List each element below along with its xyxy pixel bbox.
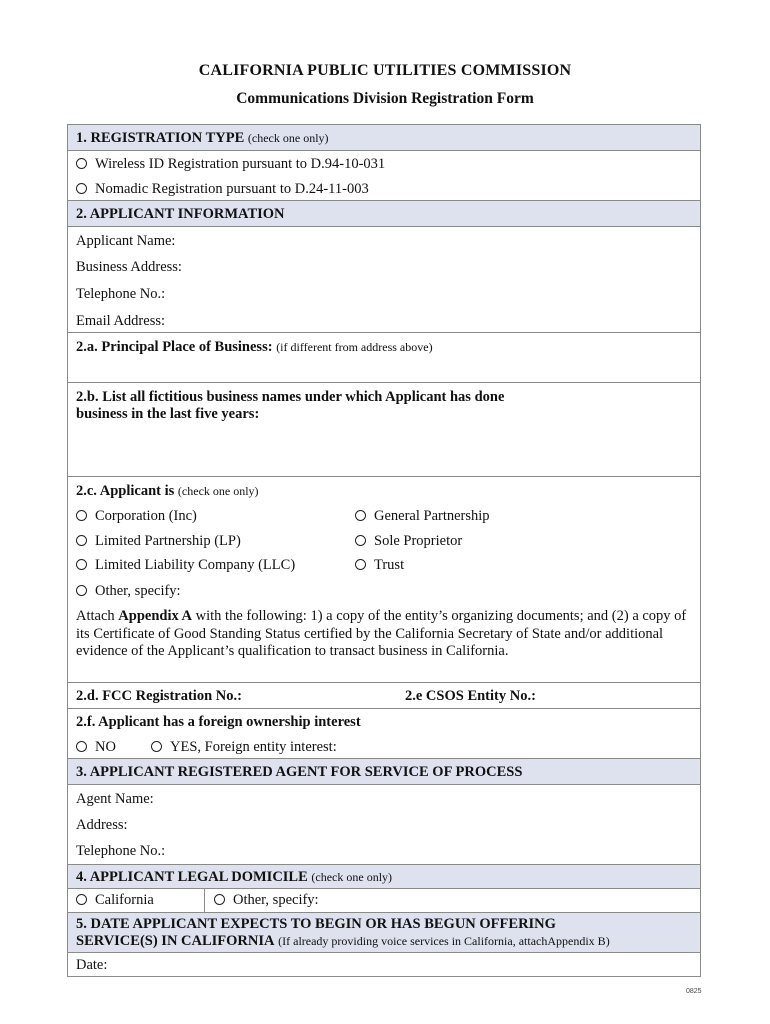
radio-icon[interactable] bbox=[355, 559, 366, 570]
fcc-registration-field[interactable]: 2.d. FCC Registration No.: bbox=[76, 688, 242, 704]
section-1-title: 1. REGISTRATION TYPE bbox=[76, 130, 245, 146]
appendix-b-label: Appendix B bbox=[547, 934, 606, 948]
fictitious-names-row[interactable] bbox=[68, 383, 700, 477]
agent-name-field[interactable]: Agent Name: bbox=[76, 791, 154, 807]
section-3-title: 3. APPLICANT REGISTERED AGENT FOR SERVICE OF PROCESS bbox=[76, 764, 523, 780]
start-date-field[interactable]: Date: bbox=[76, 957, 108, 973]
section-3-body bbox=[68, 785, 700, 865]
section-1-note: (check one only) bbox=[247, 131, 329, 145]
domicile-option-other[interactable]: Other, specify: bbox=[214, 892, 319, 909]
radio-icon[interactable] bbox=[76, 585, 87, 596]
foreign-ownership-label: 2.f. Applicant has a foreign ownership interest bbox=[76, 714, 361, 730]
section-1-body bbox=[68, 151, 700, 201]
radio-icon[interactable] bbox=[76, 183, 87, 194]
radio-icon[interactable] bbox=[151, 741, 162, 752]
email-field[interactable]: Email Address: bbox=[76, 313, 166, 329]
entity-option-trust[interactable]: Trust bbox=[355, 557, 404, 574]
radio-icon[interactable] bbox=[76, 158, 87, 169]
section-5-body bbox=[68, 953, 700, 977]
entity-option-general-partnership[interactable]: General Partnership bbox=[355, 508, 490, 525]
section-5-header: 5. DATE APPLICANT EXPECTS TO BEGIN OR HAS BEGUN OFFERING SERVICE(S) IN CALIFORNIA (If already providing voice services in California, attachAppendix B) bbox=[68, 913, 700, 953]
registration-option-nomadic[interactable]: Nomadic Registration pursuant to D.24-11-003 bbox=[76, 181, 369, 198]
domicile-option-california[interactable]: California bbox=[76, 892, 154, 909]
business-address-field[interactable]: Business Address: bbox=[76, 259, 182, 275]
applicant-is-label: 2.c. Applicant is bbox=[76, 483, 175, 499]
entity-option-lp[interactable]: Limited Partnership (LP) bbox=[76, 533, 241, 550]
applicant-entity-row bbox=[68, 477, 700, 683]
csos-entity-field[interactable]: 2.e CSOS Entity No.: bbox=[405, 688, 536, 704]
registration-numbers-row bbox=[68, 683, 700, 709]
section-5-title-2: SERVICE(S) IN CALIFORNIA bbox=[76, 933, 275, 949]
entity-option-sole-proprietor[interactable]: Sole Proprietor bbox=[355, 533, 462, 550]
radio-icon[interactable] bbox=[76, 559, 87, 570]
fictitious-names-label-1: 2.b. List all fictitious business names under which Applicant has done bbox=[76, 389, 505, 405]
telephone-field[interactable]: Telephone No.: bbox=[76, 286, 166, 302]
column-divider bbox=[204, 889, 205, 912]
section-2-title: 2. APPLICANT INFORMATION bbox=[76, 206, 285, 222]
entity-option-other[interactable]: Other, specify: bbox=[76, 583, 181, 600]
foreign-ownership-yes[interactable]: YES, Foreign entity interest: bbox=[151, 739, 337, 756]
radio-icon[interactable] bbox=[76, 510, 87, 521]
form-subtitle: Communications Division Registration Form bbox=[236, 90, 534, 107]
section-4-header bbox=[68, 865, 700, 889]
entity-option-llc[interactable]: Limited Liability Company (LLC) bbox=[76, 557, 295, 574]
radio-icon[interactable] bbox=[355, 535, 366, 546]
section-1-header bbox=[68, 125, 700, 151]
section-3-header bbox=[68, 759, 700, 785]
applicant-name-field[interactable]: Applicant Name: bbox=[76, 233, 176, 249]
foreign-ownership-no[interactable]: NO bbox=[76, 739, 116, 756]
principal-place-row[interactable] bbox=[68, 333, 700, 383]
section-2-body bbox=[68, 227, 700, 333]
principal-place-note: (if different from address above) bbox=[276, 340, 433, 354]
registration-form bbox=[67, 124, 701, 977]
registration-option-wireless[interactable]: Wireless ID Registration pursuant to D.94-10-031 bbox=[76, 156, 385, 173]
section-2-header bbox=[68, 201, 700, 227]
radio-icon[interactable] bbox=[76, 894, 87, 905]
agent-telephone-field[interactable]: Telephone No.: bbox=[76, 843, 166, 859]
form-title: CALIFORNIA PUBLIC UTILITIES COMMISSION bbox=[198, 62, 572, 79]
radio-icon[interactable] bbox=[214, 894, 225, 905]
radio-icon[interactable] bbox=[355, 510, 366, 521]
appendix-a-instructions: Attach Appendix A with the following: 1) a copy of the entity’s organizing documents; and (2) a copy of its Certificate of Good Standing Status certified by the California Secretary of State and/or additional evidence of the Applicant’s qualification to transact business in California. bbox=[76, 608, 687, 659]
appendix-a-label: Appendix A bbox=[118, 608, 193, 624]
foreign-ownership-row bbox=[68, 709, 700, 759]
fictitious-names-label-2: business in the last five years: bbox=[76, 406, 260, 422]
radio-icon[interactable] bbox=[76, 741, 87, 752]
entity-option-corporation[interactable]: Corporation (Inc) bbox=[76, 508, 197, 525]
principal-place-label: 2.a. Principal Place of Business: bbox=[76, 339, 273, 355]
form-revision-code: 0825 bbox=[686, 988, 702, 995]
section-4-body bbox=[68, 889, 700, 913]
section-4-title: 4. APPLICANT LEGAL DOMICILE bbox=[76, 869, 308, 885]
radio-icon[interactable] bbox=[76, 535, 87, 546]
section-4-note: (check one only) bbox=[311, 870, 393, 884]
applicant-is-note: (check one only) bbox=[177, 484, 259, 498]
agent-address-field[interactable]: Address: bbox=[76, 817, 128, 833]
section-5-title-1: 5. DATE APPLICANT EXPECTS TO BEGIN OR HAS BEGUN OFFERING bbox=[76, 916, 556, 932]
